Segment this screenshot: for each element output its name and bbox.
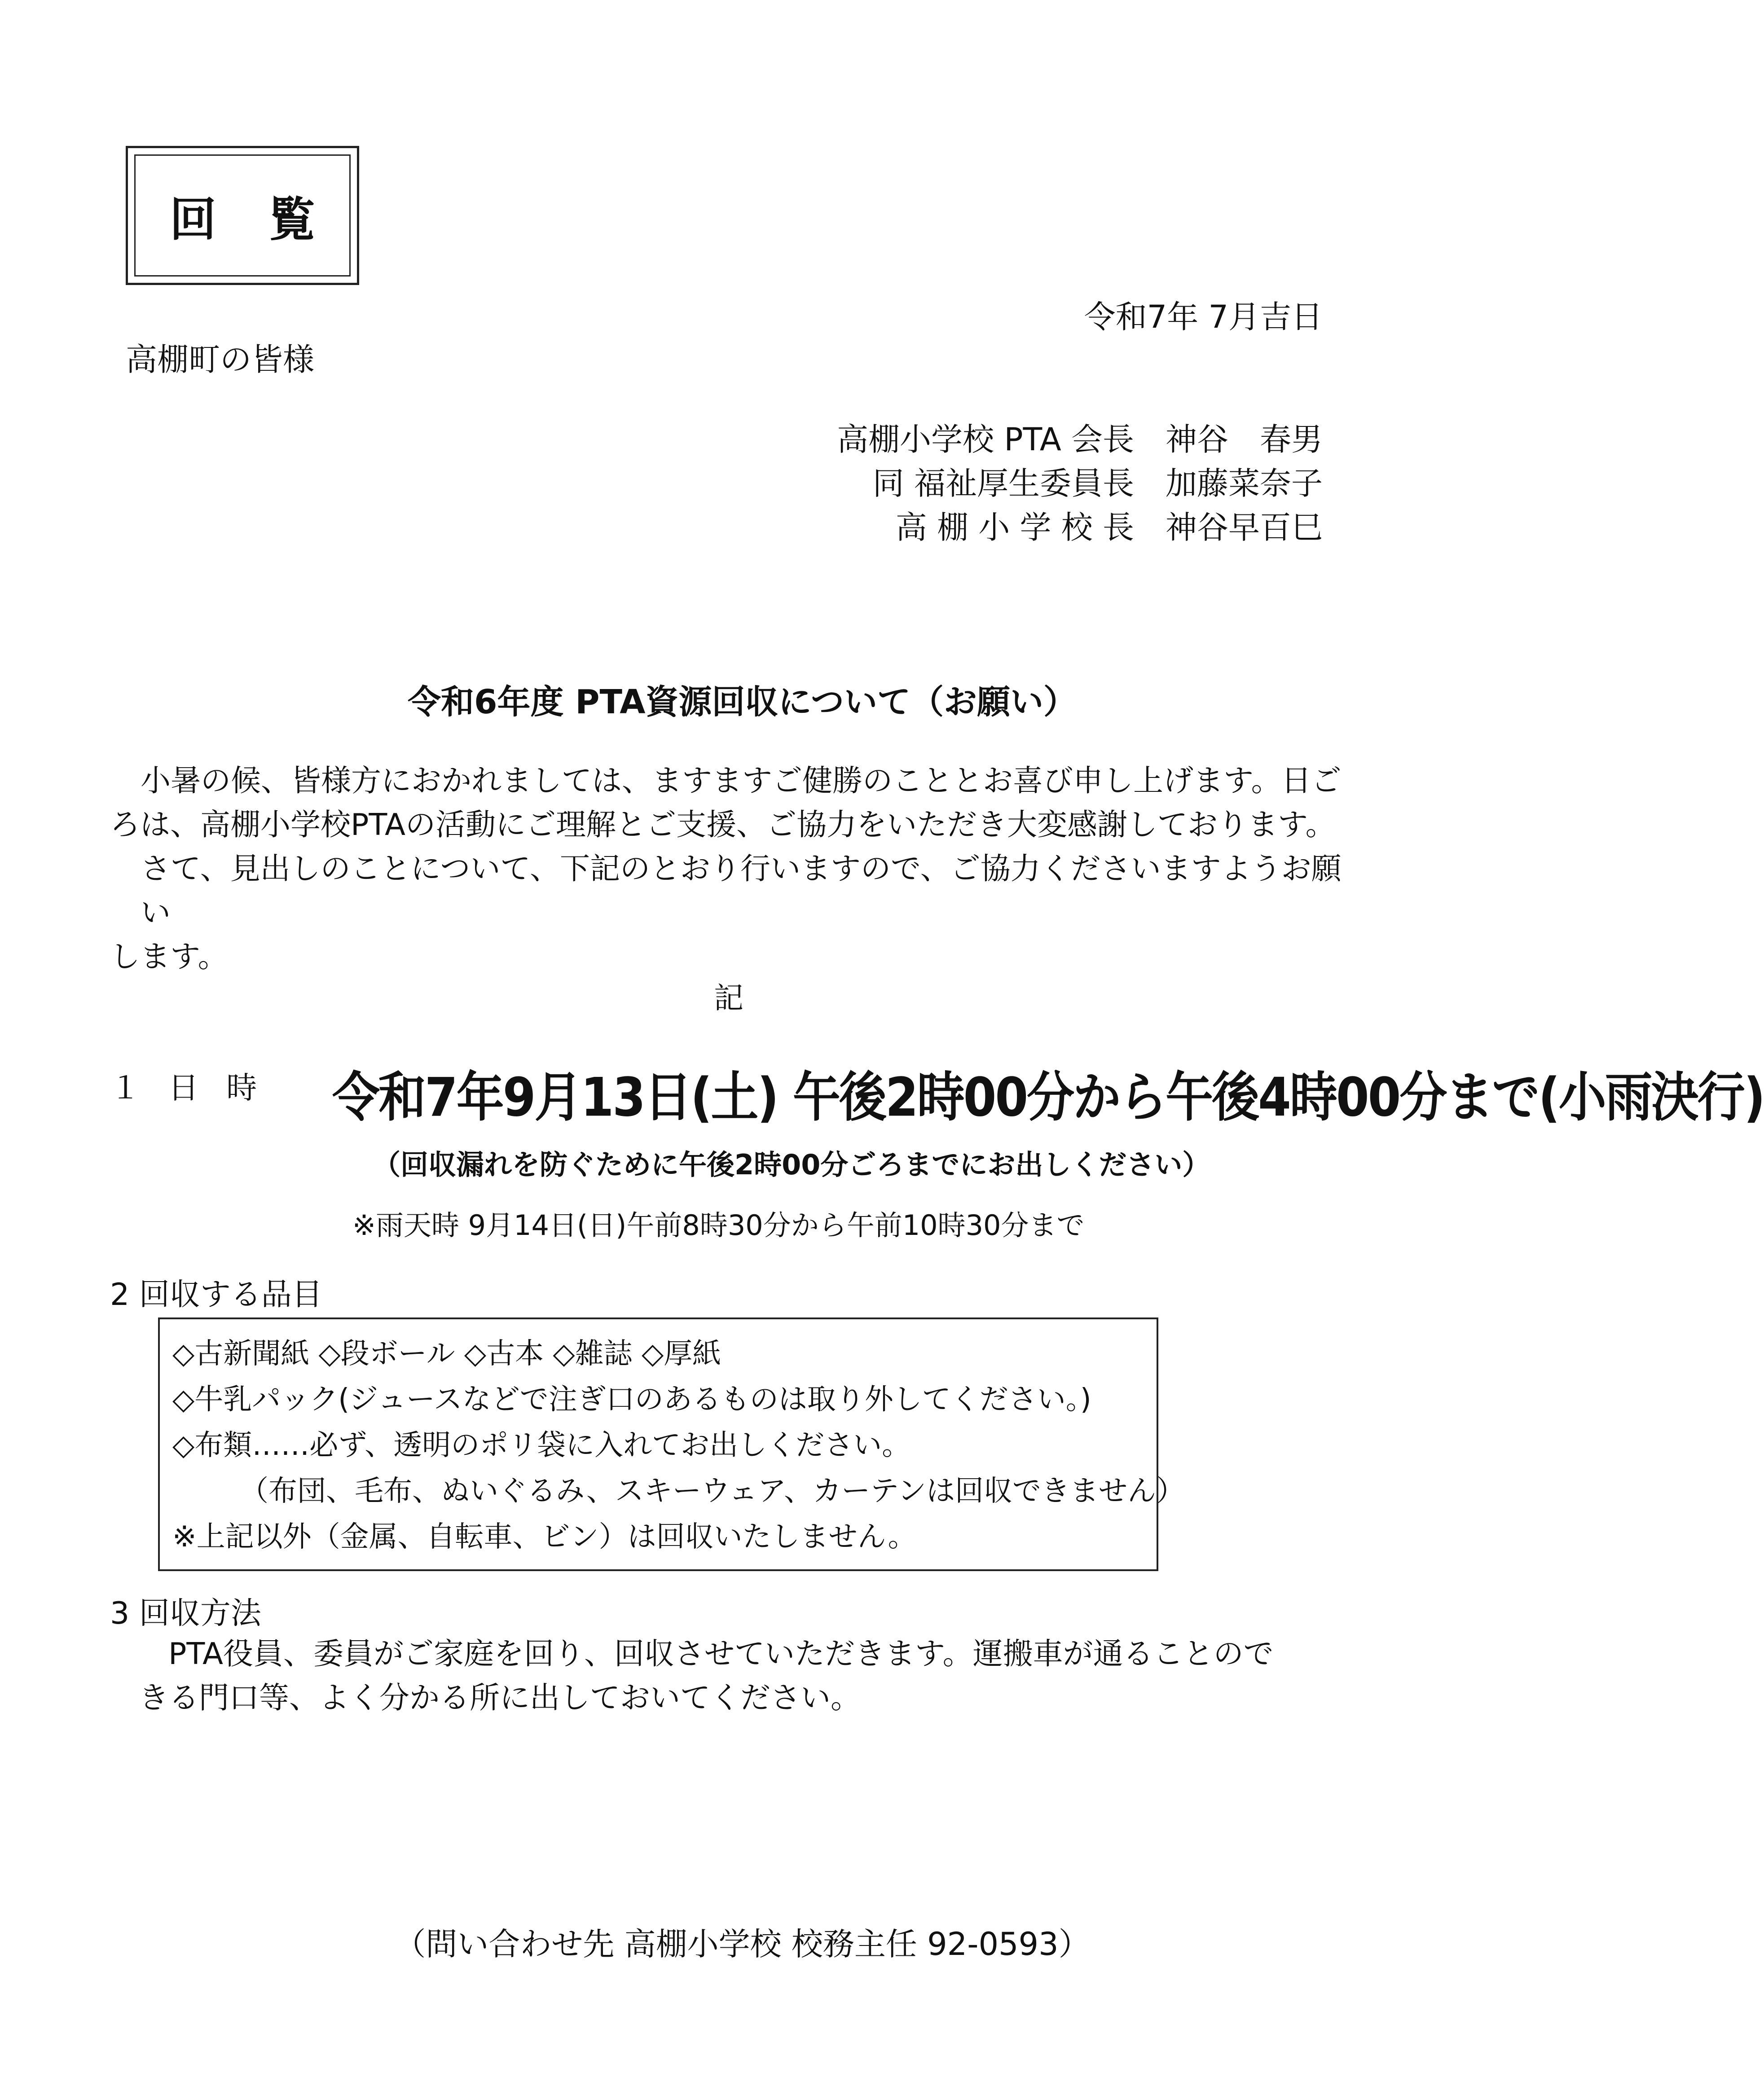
greeting-line-3: さて、見出しのことについて、下記のとおり行いますので、ご協力くださいますようお願い [141,851,1342,930]
method-line-2: きる門口等、よく分かる所に出しておいてください。 [139,1680,861,1715]
greeting-line-2: ろは、高棚小学校PTAの活動にご理解とご支援、ご協力をいただき大変感謝しております。 [110,807,1336,842]
issue-date: 令和7年 7月吉日 [1084,299,1323,335]
sender-principal: 高 棚 小 学 校 長 神谷早百巳 [895,509,1323,546]
section1-label: １ 日 時 [110,1071,266,1106]
kairan-stamp-box [126,146,359,285]
sender-welfare-chair: 同 福祉厚生委員長 加藤菜奈子 [872,465,1323,502]
item-paper: ◇古新聞紙 ◇段ボール ◇古本 ◇雑誌 ◇厚紙 [172,1337,721,1370]
greeting-line-1: 小暑の候、皆様方におかれましては、ますますご健勝のこととお喜び申し上げます。日ご [141,763,1342,798]
rain-date-note: ※雨天時 9月14日(日)午前8時30分から午前10時30分まで [352,1209,1085,1242]
sender-pta-president: 高棚小学校 PTA 会長 神谷 春男 [837,421,1323,458]
item-cloth: ◇布類……必ず、透明のポリ袋に入れてお出しください。 [172,1429,911,1462]
contact-info: （問い合わせ先 高棚小学校 校務主任 92-0593） [394,1926,1090,1963]
item-cloth-exclusions: （布団、毛布、ぬいぐるみ、スキーウェア、カーテンは回収できません） [240,1475,1185,1508]
collection-note: （回収漏れを防ぐために午後2時00分ごろまでにお出しください） [373,1148,1210,1181]
kairan-label: 回 覧 [134,154,351,277]
item-milk-carton: ◇牛乳パック(ジュースなどで注ぎ口のあるものは取り外してください。) [172,1383,1091,1416]
document-title: 令和6年度 PTA資源回収について（お願い） [407,683,1077,721]
method-line-1: PTA役員、委員がご家庭を回り、回収させていただきます。運搬車が通ることので [168,1636,1274,1671]
addressee: 高棚町の皆様 [126,341,314,378]
section2-label: 2 回収する品目 [110,1277,322,1313]
greeting-line-4: します。 [110,939,228,974]
item-not-collected: ※上記以外（金属、自転車、ビン）は回収いたしません。 [172,1520,917,1554]
collection-datetime: 令和7年9月13日(土) 午後2時00分から午後4時00分まで(小雨決行) [332,1066,1764,1129]
section3-label: 3 回収方法 [110,1596,261,1631]
method-paragraph [110,1632,1349,1720]
items-box [158,1317,1185,1571]
sender-list [837,417,1323,549]
greeting-paragraph [110,759,1349,979]
ki-heading: 記 [714,981,743,1015]
